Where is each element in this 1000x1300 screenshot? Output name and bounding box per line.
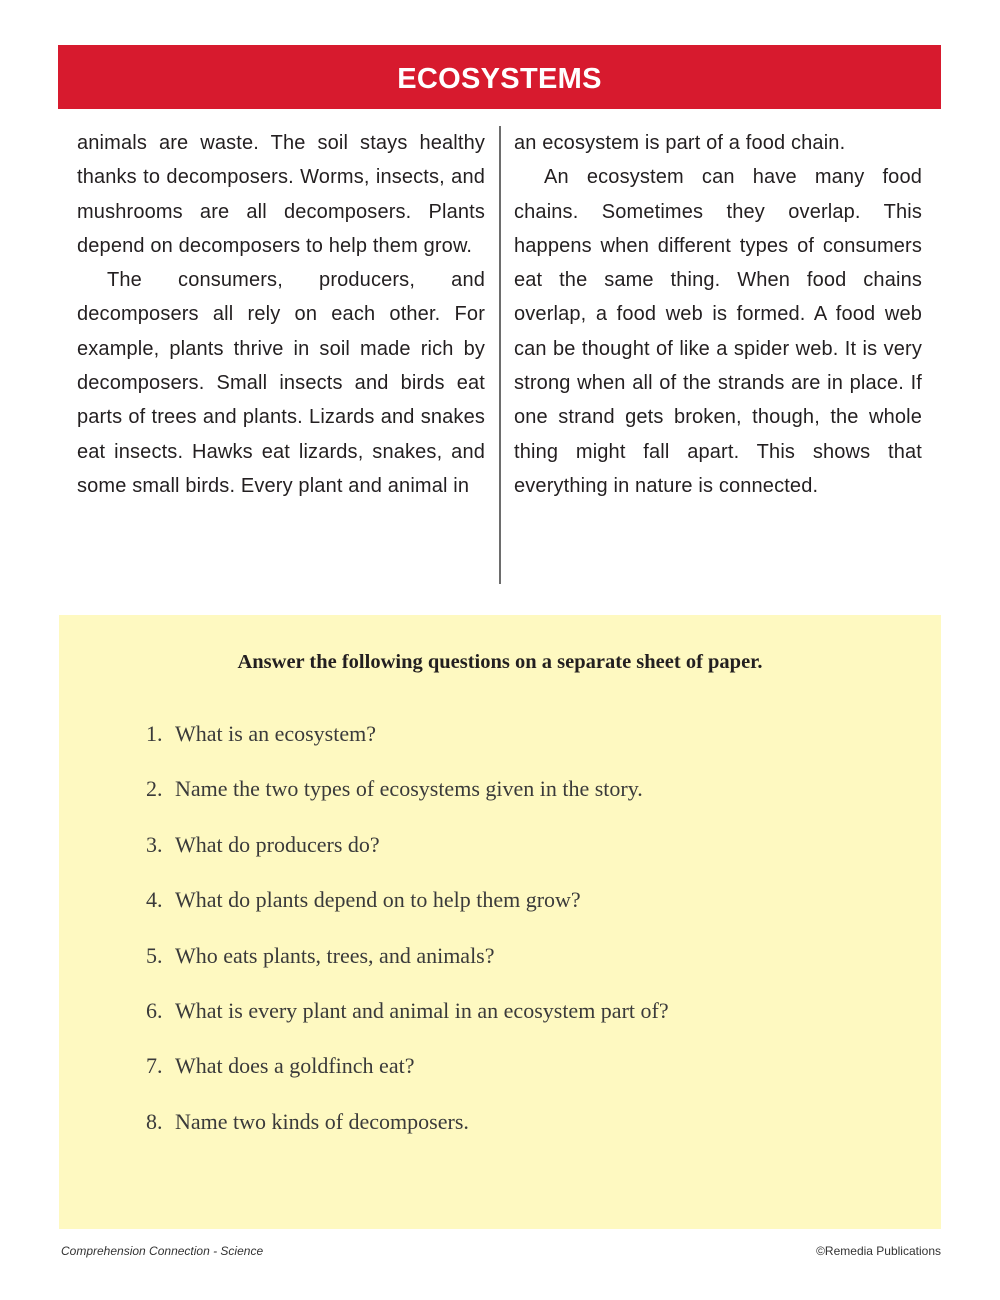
question-text: Name the two types of ecosystems given in the story. bbox=[175, 776, 643, 802]
questions-box bbox=[59, 615, 941, 1229]
question-item bbox=[146, 1053, 669, 1108]
question-text: What is every plant and animal in an ecosystem part of? bbox=[175, 997, 669, 1023]
questions-heading: Answer the following questions on a separate sheet of paper. bbox=[237, 651, 763, 673]
question-text: Name two kinds of decomposers. bbox=[175, 1108, 469, 1134]
question-item bbox=[146, 943, 669, 998]
question-number: 1. bbox=[146, 721, 163, 746]
paragraph: animals are waste. The soil stays healthy thanks to decomposers. Worms, insects, and mushrooms are all decomposers. Plants depend on decomposers to help them grow. bbox=[77, 132, 485, 257]
question-number: 3. bbox=[146, 831, 163, 857]
paragraph: The consumers, producers, and decomposers all rely on each other. For example, plants thrive in soil made rich by decomposers. Small insects and birds eat parts of trees and plants. Lizards and snakes eat insects. Hawks eat lizards, snakes, and some small birds. Every plant and animal in bbox=[77, 269, 485, 497]
question-item bbox=[146, 721, 669, 776]
question-text: What is an ecosystem? bbox=[175, 721, 376, 746]
question-text: What do producers do? bbox=[175, 831, 380, 857]
question-number: 4. bbox=[146, 887, 163, 913]
text-column-left bbox=[77, 126, 485, 503]
question-item bbox=[146, 887, 669, 942]
question-number: 7. bbox=[146, 1053, 163, 1079]
question-number: 8. bbox=[146, 1108, 163, 1134]
question-text: Who eats plants, trees, and animals? bbox=[175, 942, 495, 968]
question-item bbox=[146, 832, 669, 887]
question-number: 6. bbox=[146, 997, 163, 1023]
text-column-right bbox=[514, 126, 922, 503]
question-item bbox=[146, 998, 669, 1053]
question-number: 5. bbox=[146, 942, 163, 968]
page-title: ECOSYSTEMS bbox=[58, 45, 941, 109]
question-item bbox=[146, 776, 669, 831]
paragraph: an ecosystem is part of a food chain. bbox=[514, 132, 846, 154]
paragraph: An ecosystem can have many food chains. Sometimes they overlap. This happens when different types of consumers eat the same thing. When food chains overlap, a food web is formed. A food web can be thought of like a spider web. It is very strong when all of the strands are in place. If one strand gets broken, though, the whole thing might fall apart. This shows that everything in nature is connected. bbox=[514, 166, 922, 497]
question-text: What do plants depend on to help them grow? bbox=[175, 887, 581, 913]
question-text: What does a goldfinch eat? bbox=[175, 1053, 415, 1079]
questions-list bbox=[146, 721, 669, 1164]
question-number: 2. bbox=[146, 776, 163, 802]
footer-copyright: ©Remedia Publications bbox=[816, 1244, 941, 1258]
footer-series-title: Comprehension Connection - Science bbox=[61, 1244, 264, 1258]
column-divider bbox=[499, 126, 501, 584]
question-item bbox=[146, 1109, 669, 1164]
